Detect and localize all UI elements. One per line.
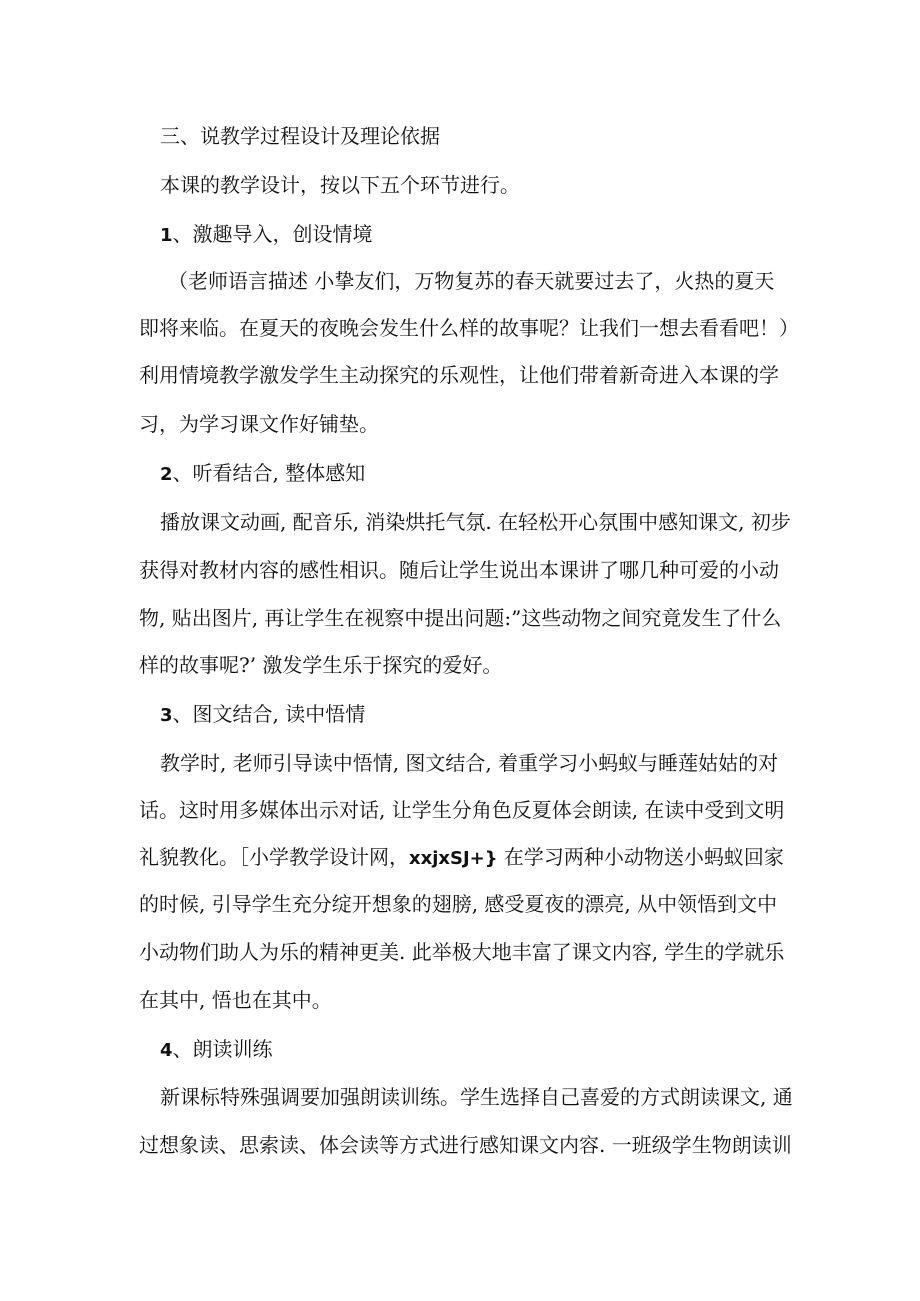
step-4-line-1: 新课标特殊强调要加强朗读训练。学生选择自己喜爱的方式朗读课文, 通	[160, 1085, 793, 1109]
step-4-number: 4	[160, 1040, 173, 1061]
step-3-line-5: 小动物们助人为乐的精神更美. 此举极大地丰富了课文内容, 学生的学就乐	[139, 940, 785, 964]
step-2-line-3: 物, 贴出图片, 再让学生在视察中提出问题:”这些动物之间究竟发生了什么	[139, 606, 782, 630]
step-1-line-3: 利用情境教学激发学生主动探究的乐观性，让他们带着新奇进入本课的学	[139, 363, 779, 387]
step-4-line-2: 过想象读、思索读、体会读等方式进行感知课文内容. 一班级学生物朗读训	[139, 1133, 792, 1157]
step-3-line-1: 教学时, 老师引导读中悟情, 图文结合, 着重学习小蚂蚁与睡莲姑姑的对	[160, 751, 779, 775]
section-title: 三、说教学过程设计及理论依据	[160, 124, 440, 148]
step-1-number: 1	[160, 225, 173, 246]
step-3-heading	[160, 700, 365, 730]
step-3-title: 、图文结合, 读中悟情	[172, 702, 366, 726]
step-3-line-6: 在其中, 悟也在其中。	[139, 988, 332, 1012]
step-2-heading	[160, 459, 365, 489]
step-1-line-1: （老师语言描述 小挚友们，万物复苏的春天就要过去了，火热的夏天	[168, 269, 775, 293]
intro-paragraph: 本课的教学设计，按以下五个环节进行。	[160, 173, 520, 197]
source-code-text: xxjxSJ+}	[409, 848, 498, 869]
step-4-title: 、朗读训练	[172, 1037, 273, 1061]
step-2-line-1: 播放课文动画, 配音乐, 消染烘托气氛. 在轻松开心氛围中感知课文, 初步	[160, 510, 791, 534]
step-2-line-2: 获得对教材内容的感性相识。随后让学生说出本课讲了哪几种可爱的小动	[139, 558, 779, 582]
step-2-line-4: 样的故事呢?’ 激发学生乐于探究的爱好。	[139, 653, 503, 677]
step-1-line-2: 即将来临。在夏天的夜晚会发生什么样的故事呢？让我们一想去看看吧！）	[139, 316, 799, 340]
step-2-number: 2	[160, 464, 173, 485]
step-2-title: 、听看结合, 整体感知	[172, 461, 366, 485]
step-3-line-4: 的时候, 引导学生充分绽开想象的翅膀, 感受夏夜的漂亮, 从中领悟到文中	[139, 892, 778, 916]
step-3-line-3	[139, 843, 784, 873]
step-3-line-2: 话。这时用多媒体出示对话, 让学生分角色反夏体会朗读, 在读中受到文明	[139, 798, 785, 822]
step-1-line-4: 习，为学习课文作好铺垫。	[139, 412, 379, 436]
step-3-line-3-before: 礼貌教化。［小学教学设计网，	[139, 845, 409, 869]
step-1-heading	[160, 220, 373, 250]
step-4-heading	[160, 1035, 273, 1065]
step-3-line-3-after: 在学习两种小动物送小蚂蚁回家	[497, 845, 784, 869]
step-3-number: 3	[160, 705, 173, 726]
step-1-title: 、激趣导入，创设情境	[172, 222, 373, 246]
